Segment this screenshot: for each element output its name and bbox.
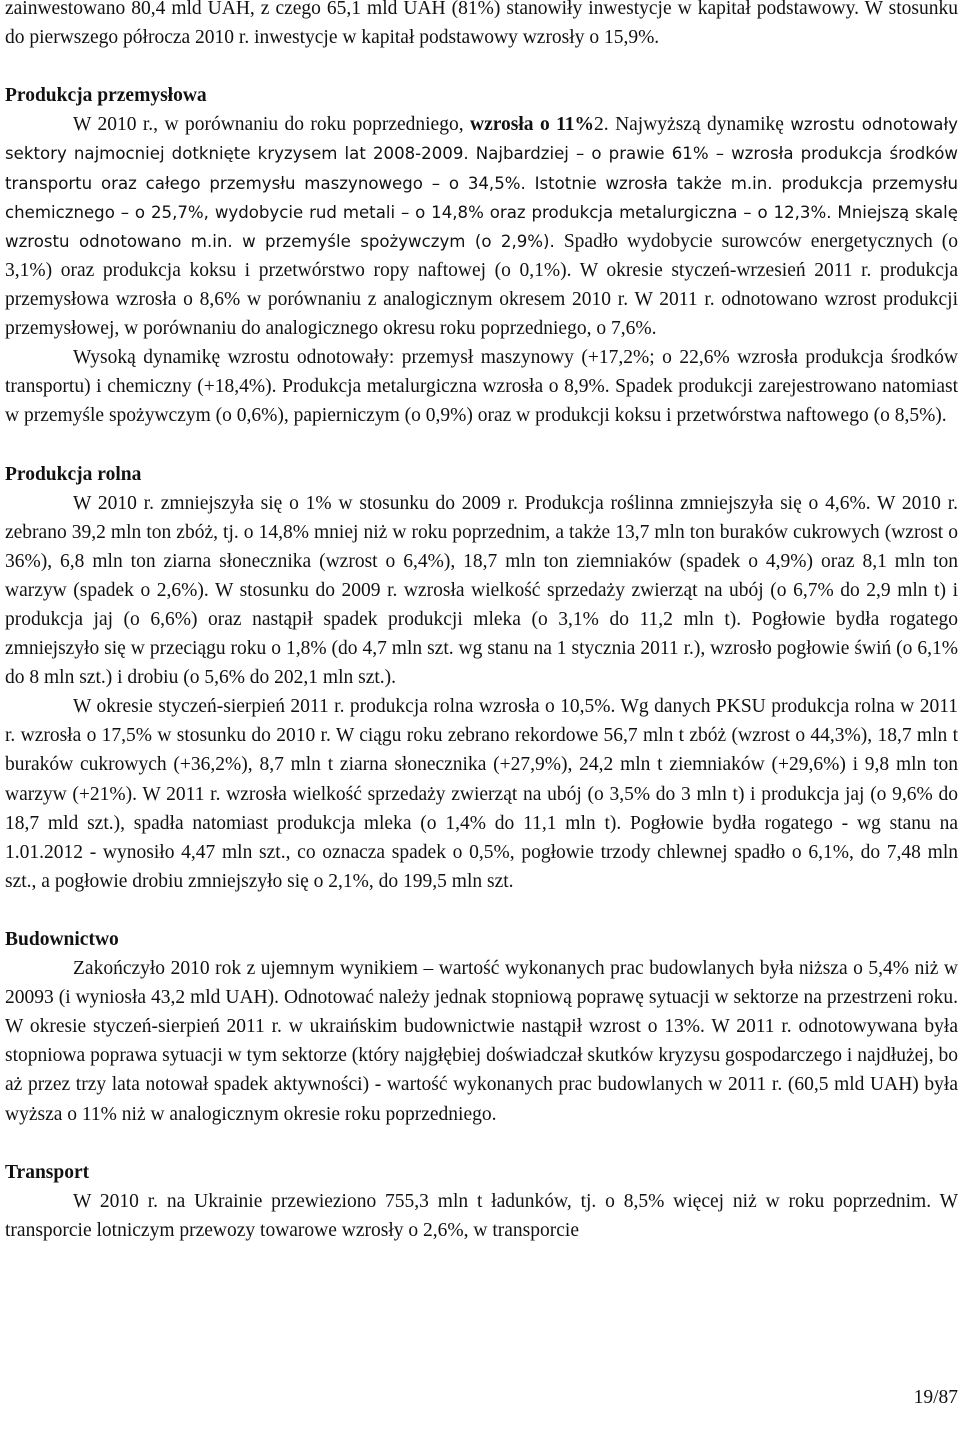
industry-paragraph-1 (5, 110, 958, 343)
spacer (5, 1129, 958, 1158)
spacer (5, 52, 958, 81)
transport-paragraph: W 2010 r. na Ukrainie przewieziono 755,3 mln t ładunków, tj. o 8,5% więcej niż w roku poprzednim. W transporcie lotniczym przewozy towarowe wzrosły o 2,6%, w transporcie (5, 1190, 958, 1241)
document-page (5, 0, 958, 1245)
heading-construction: Budownictwo (5, 929, 119, 950)
heading-agriculture: Produkcja rolna (5, 463, 142, 485)
industry-text-e: Spadło wydobycie surowców energetycznych (o 3,1%) oraz produkcja koksu i przetwórstwo ropy naftowej (o 0,1%). W okresie styczeń-wrzesień 2011 r. produkcja przemysłowa wzrosła o 8,6% w porównaniu z analogicznym okresem 2010 r. W 2011 r. odnotowano wzrost produkcji przemysłowej, w porównaniu do analogicznego okresu roku poprzedniego, o 7,6%. (5, 230, 958, 340)
intro-paragraph: zainwestowano 80,4 mld UAH, z czego 65,1 mld UAH (81%) stanowiły inwestycje w kapitał podstawowy. W stosunku do pierwszego półrocza 2010 r. inwestycje w kapitał podstawowy wzrosły o 15,9%. (5, 0, 958, 49)
spacer (5, 896, 958, 925)
page-number: 19/87 (913, 1387, 958, 1408)
industry-text-sans: wzrostu odnotowały sektory najmocniej dotknięte kryzysem lat 2008-2009. Najbardziej – o prawie 61% – wzrosła produkcja środków transportu oraz całego przemysłu maszynowego – o 34,5%. Istotnie wzrosła także m.in. produkcja przemysłu chemicznego – o 25,7%, wydobycie rud metali – o 14,8% oraz produkcja metalurgiczna – o 12,3%. Mniejszą skalę wzrostu odnotowano m.in. w przemyśle spożywczym (o 2,9%). (5, 115, 958, 251)
agriculture-paragraph-2: W okresie styczeń-sierpień 2011 r. produkcja rolna wzrosła o 10,5%. Wg danych PKSU produkcja rolna w 2011 r. wzrosła o 17,5% w stosunku do 2010 r. W ciągu roku zebrano rekordowe 56,7 mln t zbóż (wzrost o 44,3%), 18,7 mln t buraków cukrowych (+36,2%), 8,7 mln t ziarna słonecznika (+27,9%), 24,2 mln t ziemniaków (+29,6%) i 9,8 mln ton warzyw (+21%). W 2011 r. wzrosła wielkość sprzedaży zwierząt na ubój (o 3,5% do 3 mln t) i produkcja jaj (o 9,6% do 18,7 mld szt.), spadła natomiast produkcja mleka (o 1,4% do 11,1 mln t). Pogłowie bydła rogatego - wg stanu na 1.01.2012 - wynosiło 4,47 mln szt., co oznacza spadek o 0,5%, pogłowie trzody chlewnej spadło o 6,1%, do 7,48 mln szt., a pogłowie drobiu zmniejszyło się o 2,1%, do 199,5 mln szt. (5, 696, 958, 892)
industry-text-a: W 2010 r., w porównaniu do roku poprzedniego, (73, 114, 470, 136)
industry-text-bold: wzrosła o 11% (469, 114, 595, 136)
heading-industry: Produkcja przemysłowa (5, 85, 207, 107)
spacer (5, 430, 958, 459)
agriculture-paragraph-1: W 2010 r. zmniejszyła się o 1% w stosunku do 2009 r. Produkcja roślinna zmniejszyła się o 4,6%. W 2010 r. zebrano 39,2 mln ton zbóż, tj. o 14,8% mniej niż w roku poprzednim, a także 13,7 mln ton buraków cukrowych (wzrost o 36%), 6,8 mln ton ziarna słonecznika (wzrost o 6,4%), 18,7 mln ton ziemniaków (spadek o 4,9%) oraz 8,1 mln ton warzyw (spadek o 2,6%). W stosunku do 2009 r. wzrosła wielkość sprzedaży zwierząt na ubój (o 6,7% do 2,9 mln t) i produkcja jaj (o 6,6%) oraz nastąpił spadek produkcji mleka (o 3,1% do 11,2 mln t). Pogłowie bydła rogatego zmniejszyło się w przeciągu roku o 1,8% (do 4,7 mln szt. wg stanu na 1 stycznia 2011 r.), wzrosło pogłowie świń (o 6,1% do 8 mln szt.) i drobiu (o 5,6% do 202,1 mln szt.). (5, 492, 958, 689)
industry-text-footnote: 2. Najwyższą dynamikę (594, 114, 791, 136)
construction-paragraph: Zakończyło 2010 rok z ujemnym wynikiem – wartość wykonanych prac budowlanych była niższa o 5,4% niż w 20093 (i wyniosła 43,2 mld UAH). Odnotować należy jednak stopniową poprawę sytuacji w sektorze na przestrzeni roku. W okresie styczeń-sierpień 2011 r. w ukraińskim budownictwie nastąpił wzrost o 13%. W 2011 r. odnotowywana była stopniowa poprawa sytuacji w tym sektorze (który najgłębiej doświadczał skutków kryzysu gospodarczego i najdłużej, bo aż przez trzy lata notował spadek aktywności) - wartość wykonanych prac budowlanych w 2011 r. (60,5 mld UAH) była wyższa o 11% niż w analogicznym okresie roku poprzedniego. (5, 958, 958, 1125)
heading-transport: Transport (5, 1161, 90, 1183)
industry-paragraph-2: Wysoką dynamikę wzrostu odnotowały: przemysł maszynowy (+17,2%; o 22,6% wzrosła produkcja środków transportu) i chemiczny (+18,4%). Produkcja metalurgiczna wzrosła o 8,9%. Spadek produkcji zarejestrowano natomiast w przemyśle spożywczym (o 0,6%), papierniczym (o 0,9%) oraz w produkcji koksu i przetwórstwa naftowego (o 8,5%). (5, 347, 958, 427)
